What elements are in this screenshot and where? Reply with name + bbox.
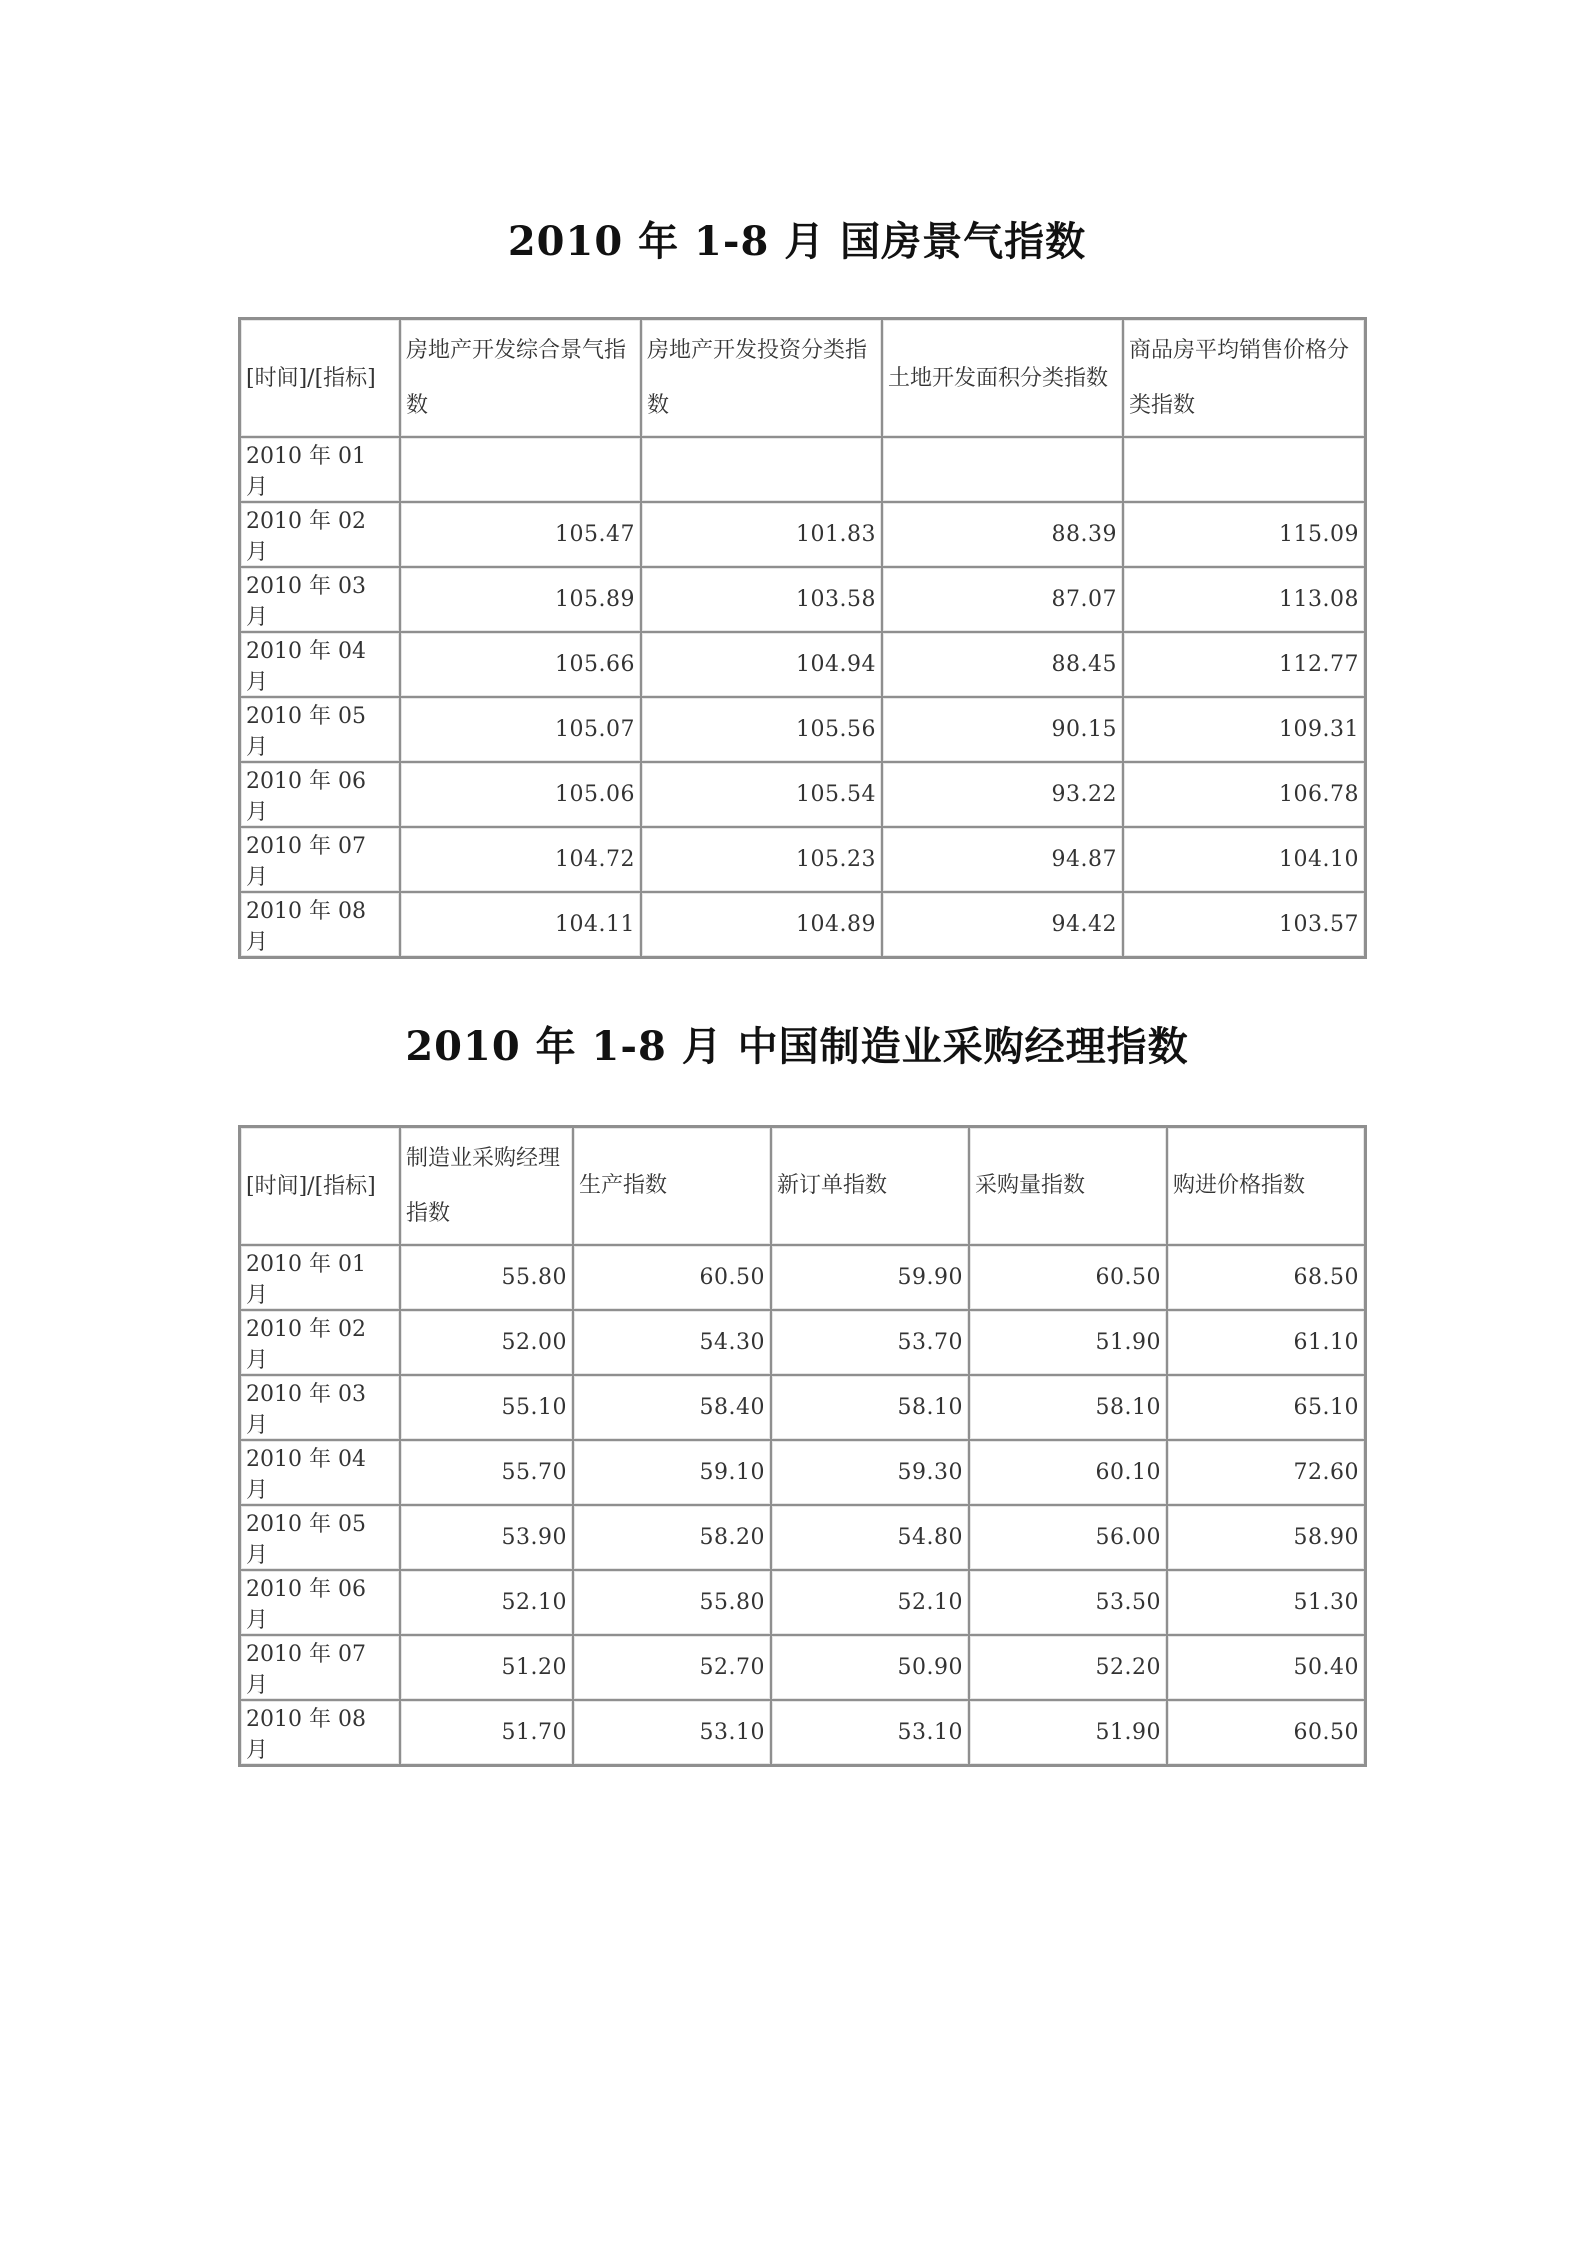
value-cell: 52.70 xyxy=(573,1635,771,1700)
value-cell: 55.80 xyxy=(573,1570,771,1635)
real-estate-index-table xyxy=(240,319,1365,957)
table-row xyxy=(240,502,1365,567)
value-cell: 103.57 xyxy=(1123,892,1365,957)
value-cell: 55.10 xyxy=(400,1375,573,1440)
row-date-cell: 2010 年 05 月 xyxy=(240,697,400,762)
value-cell xyxy=(882,437,1123,502)
value-cell: 90.15 xyxy=(882,697,1123,762)
row-date-cell: 2010 年 04 月 xyxy=(240,1440,400,1505)
value-cell: 103.58 xyxy=(641,567,882,632)
value-cell: 52.00 xyxy=(400,1310,573,1375)
value-cell: 88.39 xyxy=(882,502,1123,567)
value-cell: 53.10 xyxy=(771,1700,969,1765)
row-date-cell: 2010 年 02 月 xyxy=(240,502,400,567)
table1-title: 2010 年 1-8 月 国房景气指数 xyxy=(507,218,1087,265)
value-cell: 94.42 xyxy=(882,892,1123,957)
value-cell: 65.10 xyxy=(1167,1375,1365,1440)
table-row xyxy=(240,1375,1365,1440)
value-cell: 109.31 xyxy=(1123,697,1365,762)
value-cell: 60.50 xyxy=(573,1245,771,1310)
value-cell xyxy=(1123,437,1365,502)
value-cell: 105.47 xyxy=(400,502,641,567)
table2-title: 2010 年 1-8 月 中国制造业采购经理指数 xyxy=(405,1023,1189,1070)
value-cell xyxy=(641,437,882,502)
value-cell: 105.66 xyxy=(400,632,641,697)
value-cell: 60.50 xyxy=(1167,1700,1365,1765)
value-cell: 68.50 xyxy=(1167,1245,1365,1310)
value-cell: 60.10 xyxy=(969,1440,1167,1505)
row-date-cell: 2010 年 08 月 xyxy=(240,892,400,957)
value-cell: 105.06 xyxy=(400,762,641,827)
value-cell: 104.10 xyxy=(1123,827,1365,892)
value-cell: 53.90 xyxy=(400,1505,573,1570)
header-cell: 商品房平均销售价格分类指数 xyxy=(1123,319,1365,437)
row-date-cell: 2010 年 05 月 xyxy=(240,1505,400,1570)
header-cell: 采购量指数 xyxy=(969,1127,1167,1245)
value-cell: 58.90 xyxy=(1167,1505,1365,1570)
table-row xyxy=(240,1440,1365,1505)
value-cell: 53.50 xyxy=(969,1570,1167,1635)
value-cell: 51.30 xyxy=(1167,1570,1365,1635)
header-cell: [时间]/[指标] xyxy=(240,1127,400,1245)
value-cell: 52.10 xyxy=(400,1570,573,1635)
table-row xyxy=(240,1505,1365,1570)
value-cell: 58.40 xyxy=(573,1375,771,1440)
value-cell: 50.90 xyxy=(771,1635,969,1700)
table-row xyxy=(240,632,1365,697)
value-cell: 56.00 xyxy=(969,1505,1167,1570)
value-cell: 104.11 xyxy=(400,892,641,957)
header-cell: 房地产开发综合景气指数 xyxy=(400,319,641,437)
value-cell: 93.22 xyxy=(882,762,1123,827)
value-cell: 60.50 xyxy=(969,1245,1167,1310)
value-cell: 105.23 xyxy=(641,827,882,892)
row-date-cell: 2010 年 04 月 xyxy=(240,632,400,697)
value-cell: 112.77 xyxy=(1123,632,1365,697)
value-cell: 58.10 xyxy=(969,1375,1167,1440)
value-cell: 59.90 xyxy=(771,1245,969,1310)
header-cell: 房地产开发投资分类指数 xyxy=(641,319,882,437)
value-cell: 55.80 xyxy=(400,1245,573,1310)
row-date-cell: 2010 年 07 月 xyxy=(240,827,400,892)
value-cell: 58.20 xyxy=(573,1505,771,1570)
header-cell: 土地开发面积分类指数 xyxy=(882,319,1123,437)
value-cell: 52.20 xyxy=(969,1635,1167,1700)
value-cell: 105.89 xyxy=(400,567,641,632)
value-cell: 59.30 xyxy=(771,1440,969,1505)
pmi-index-table xyxy=(240,1127,1365,1765)
row-date-cell: 2010 年 03 月 xyxy=(240,567,400,632)
table-header-row xyxy=(240,319,1365,437)
value-cell: 105.56 xyxy=(641,697,882,762)
table-row xyxy=(240,892,1365,957)
value-cell: 51.70 xyxy=(400,1700,573,1765)
value-cell: 51.90 xyxy=(969,1700,1167,1765)
value-cell: 105.54 xyxy=(641,762,882,827)
value-cell: 50.40 xyxy=(1167,1635,1365,1700)
table-row xyxy=(240,827,1365,892)
value-cell: 113.08 xyxy=(1123,567,1365,632)
row-date-cell: 2010 年 02 月 xyxy=(240,1310,400,1375)
value-cell: 51.20 xyxy=(400,1635,573,1700)
value-cell: 104.94 xyxy=(641,632,882,697)
row-date-cell: 2010 年 08 月 xyxy=(240,1700,400,1765)
value-cell: 101.83 xyxy=(641,502,882,567)
value-cell: 58.10 xyxy=(771,1375,969,1440)
table-row xyxy=(240,1570,1365,1635)
row-date-cell: 2010 年 06 月 xyxy=(240,1570,400,1635)
value-cell: 72.60 xyxy=(1167,1440,1365,1505)
value-cell: 55.70 xyxy=(400,1440,573,1505)
value-cell: 88.45 xyxy=(882,632,1123,697)
value-cell: 87.07 xyxy=(882,567,1123,632)
table-row xyxy=(240,1310,1365,1375)
value-cell: 104.89 xyxy=(641,892,882,957)
value-cell: 54.30 xyxy=(573,1310,771,1375)
value-cell: 59.10 xyxy=(573,1440,771,1505)
header-cell: 制造业采购经理指数 xyxy=(400,1127,573,1245)
value-cell: 105.07 xyxy=(400,697,641,762)
value-cell: 54.80 xyxy=(771,1505,969,1570)
value-cell: 52.10 xyxy=(771,1570,969,1635)
table-row xyxy=(240,1245,1365,1310)
header-cell: [时间]/[指标] xyxy=(240,319,400,437)
value-cell: 53.70 xyxy=(771,1310,969,1375)
table-row xyxy=(240,567,1365,632)
value-cell xyxy=(400,437,641,502)
value-cell: 61.10 xyxy=(1167,1310,1365,1375)
row-date-cell: 2010 年 01 月 xyxy=(240,437,400,502)
header-cell: 生产指数 xyxy=(573,1127,771,1245)
header-cell: 新订单指数 xyxy=(771,1127,969,1245)
row-date-cell: 2010 年 07 月 xyxy=(240,1635,400,1700)
row-date-cell: 2010 年 03 月 xyxy=(240,1375,400,1440)
table-header-row xyxy=(240,1127,1365,1245)
row-date-cell: 2010 年 01 月 xyxy=(240,1245,400,1310)
value-cell: 106.78 xyxy=(1123,762,1365,827)
table-row xyxy=(240,762,1365,827)
value-cell: 53.10 xyxy=(573,1700,771,1765)
header-cell: 购进价格指数 xyxy=(1167,1127,1365,1245)
value-cell: 51.90 xyxy=(969,1310,1167,1375)
table-row xyxy=(240,697,1365,762)
row-date-cell: 2010 年 06 月 xyxy=(240,762,400,827)
value-cell: 104.72 xyxy=(400,827,641,892)
value-cell: 115.09 xyxy=(1123,502,1365,567)
table-row xyxy=(240,1635,1365,1700)
table-row xyxy=(240,437,1365,502)
table-row xyxy=(240,1700,1365,1765)
value-cell: 94.87 xyxy=(882,827,1123,892)
